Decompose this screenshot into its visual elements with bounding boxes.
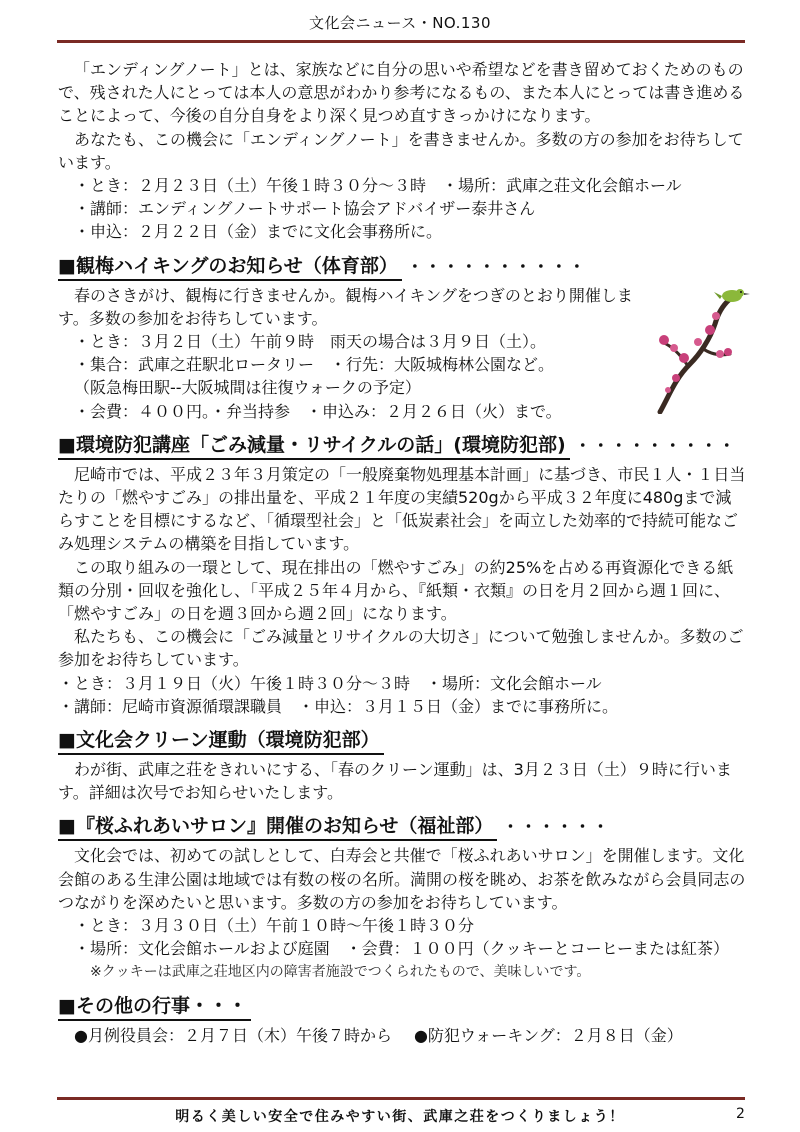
cookie-note: ※クッキーは武庫之荘地区内の障害者施設でつくられたもので、美味しいです。 (90, 963, 591, 980)
page-number: 2 (736, 1106, 745, 1122)
heading-dots: ・・・・・・・・・ (574, 435, 737, 455)
section-sakura-salon (58, 813, 746, 983)
section-heading: ■『桜ふれあいサロン』開催のお知らせ（福祉部） (58, 813, 497, 841)
intro-bullet-apply: ・申込：２月２２日（金）までに文化会事務所に。 (74, 222, 443, 242)
intro-bullet-lecturer: ・講師：エンディングノートサポート協会アドバイザー泰井さん (74, 199, 536, 219)
section-paragraph: 春のさきがけ、観梅に行きませんか。観梅ハイキングをつぎのとおり開催します。多数の参加をお待ちしています。 (58, 285, 633, 328)
intro-bullet-time: ・とき：２月２３日（土）午後１時３０分～３時 ・場所：武庫之荘文化会館ホール (74, 176, 682, 196)
event-crime-prevention-walk: ●防犯ウォーキング：２月８日（金） (413, 1025, 683, 1045)
header-rule (57, 40, 745, 43)
heading-dots: ・・・・・・ (502, 817, 611, 837)
footer-rule (57, 1097, 745, 1100)
intro-section (58, 58, 746, 244)
section-paragraph: 尼崎市では、平成２３年３月策定の「一般廃棄物処理基本計画」に基づき、市民１人・１日当たりの「燃やすごみ」の排出量を、平成２１年度の実績520gから平成３２年度に480gまで減らすことを目標にするなど、「循環型社会」と「低炭素社会」を両立した効率的で持続可能なごみ処理システムの構築を目指しています。 (58, 464, 746, 554)
bullet-fee: ・会費：４００円。・弁当持参 ・申込み：２月２６日（火）まで。 (74, 401, 562, 421)
bullet-time: ・とき：３月３０日（土）午前１０時～午後１時３０分 (74, 916, 475, 936)
footer-slogan: 明るく美しい安全で住みやすい街、武庫之荘をつくりましょう！ (175, 1109, 625, 1125)
intro-paragraph-1: 「エンディングノート」とは、家族などに自分の思いや希望などを書き留めておくためのもので、残された人にとっては本人の意思がわかり参考になるもの、また本人にとっては書き進めることによって、今後の自分自身をより深く見つめ直すきっかけになります。 (58, 60, 745, 126)
section-paragraph: 私たちも、この機会に「ごみ減量とリサイクルの大切さ」について勉強しませんか。多数のご参加をお待ちしています。 (58, 627, 744, 670)
events-line (58, 1024, 746, 1047)
section-heading: ■その他の行事・・・ (58, 993, 251, 1021)
page-content (58, 58, 746, 1047)
section-other-events (58, 993, 746, 1047)
bullet-lecturer: ・講師：尼崎市資源循環課職員 ・申込：３月１５日（金）までに事務所に。 (58, 696, 619, 716)
newsletter-title: 文化会ニュース・NO.130 (308, 14, 492, 32)
bullet-meeting-place: ・集合：武庫之荘駅北ロータリー ・行先：大阪城梅林公園など。 (74, 355, 555, 375)
plum-blossom-bird-illustration (640, 284, 750, 414)
section-heading: ■環境防犯講座「ごみ減量・リサイクルの話」(環境防犯部) (58, 432, 570, 460)
event-board-meeting: ●月例役員会：２月７日（木）午後７時から (74, 1025, 392, 1045)
intro-paragraph-2: あなたも、この機会に「エンディングノート」を書きませんか。多数の方の参加をお待ちしています。 (58, 129, 744, 172)
section-paragraph: 文化会では、初めての試しとして、白寿会と共催で「桜ふれあいサロン」を開催します。文化会館のある生津公園は地域では有数の桜の名所。満開の桜を眺め、お茶を飲みながら会員同志のつながりを深めたいと思います。多数の方の参加をお待ちしています。 (58, 846, 746, 912)
section-paragraph: わが街、武庫之荘をきれいにする、「春のクリーン運動」は、3月２３日（土）９時に行います。詳細は次号でお知らせいたします。 (58, 760, 732, 803)
section-waste-reduction (58, 432, 746, 718)
section-heading: ■文化会クリーン運動（環境防犯部） (58, 727, 384, 755)
bullet-time: ・とき：３月２日（土）午前９時 雨天の場合は３月９日（土）。 (74, 332, 547, 352)
bullet-place-fee: ・場所：文化会館ホールおよび庭園 ・会費：１００円（クッキーとコーヒーまたは紅茶） (74, 939, 730, 959)
bullet-route-note: （阪急梅田駅--大阪城間は往復ウォークの予定） (74, 378, 421, 398)
section-paragraph: この取り組みの一環として、現在排出の「燃やすごみ」の約25%を占める再資源化できる紙類の分別・回収を強化し、「平成２５年４月から、『紙類・衣類』の日を月２回から週１回に、「燃やすごみ」の日を週３回から週２回」になります。 (58, 557, 734, 624)
section-clean-campaign (58, 727, 746, 804)
heading-dots: ・・・・・・・・・・ (406, 256, 587, 276)
bullet-time: ・とき：３月１９日（火）午後１時３０分～３時 ・場所：文化会館ホール (58, 673, 602, 693)
section-heading: ■観梅ハイキングのお知らせ（体育部） (58, 253, 402, 281)
